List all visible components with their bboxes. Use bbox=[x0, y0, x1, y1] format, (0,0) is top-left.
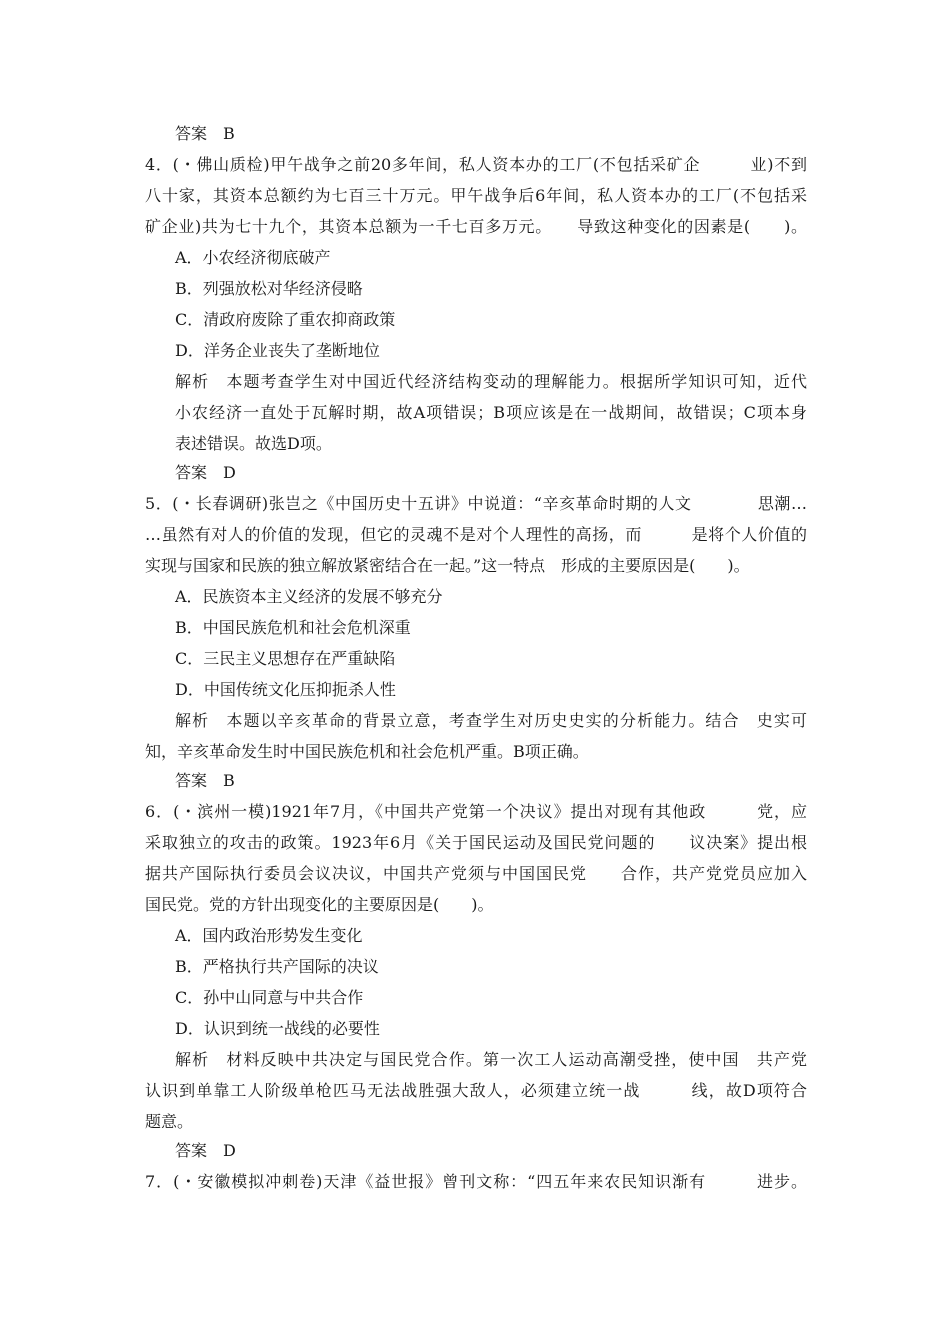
text-line: C．孙中山同意与中共合作 bbox=[175, 988, 364, 1007]
text-line: B．列强放松对华经济侵略 bbox=[175, 279, 363, 298]
text-line: 解析 材料反映中共决定与国民党合作。第一次工人运动高潮受挫，使中国 共产党 bbox=[175, 1050, 807, 1069]
text-line: C．三民主义思想存在严重缺陷 bbox=[175, 649, 396, 668]
text-line: 认识到单靠工人阶级单枪匹马无法战胜强大敌人，必须建立统一战 线，故D项符合 bbox=[145, 1081, 807, 1100]
text-line: 4．(・佛山质检)甲午战争之前20多年间，私人资本办的工厂(不包括采矿企 业)不到 bbox=[145, 155, 807, 174]
text-line: D．中国传统文化压抑扼杀人性 bbox=[175, 680, 396, 699]
text-line: D．认识到统一战线的必要性 bbox=[175, 1019, 380, 1038]
text-line: …虽然有对人的价值的发现，但它的灵魂不是对个人理性的高扬，而 是将个人价值的 bbox=[145, 525, 807, 544]
text-line: 据共产国际执行委员会议决议，中国共产党须与中国国民党 合作，共产党党员应加入 bbox=[145, 864, 807, 883]
text-line: A．国内政治形势发生变化 bbox=[175, 926, 363, 945]
text-line: D．洋务企业丧失了垄断地位 bbox=[175, 341, 380, 360]
text-line: 实现与国家和民族的独立解放紧密结合在一起。”这一特点 形成的主要原因是( )。 bbox=[145, 556, 750, 575]
text-line: 答案 B bbox=[175, 771, 235, 790]
text-line: 答案 B bbox=[175, 124, 235, 143]
text-line: 答案 D bbox=[175, 1141, 236, 1160]
text-line: 解析 本题以辛亥革命的背景立意，考查学生对历史史实的分析能力。结合 史实可 bbox=[175, 711, 807, 730]
text-line: C．清政府废除了重农抑商政策 bbox=[175, 310, 396, 329]
text-line: B．中国民族危机和社会危机深重 bbox=[175, 618, 411, 637]
text-line: 矿企业)共为七十九个，其资本总额为一千七百多万元。 导致这种变化的因素是( )。 bbox=[145, 217, 807, 236]
text-line: 八十家，其资本总额约为七百三十万元。甲午战争后6年间，私人资本办的工厂(不包括采 bbox=[145, 186, 807, 205]
text-line: 小农经济一直处于瓦解时期，故A项错误；B项应该是在一战期间，故错误；C项本身 bbox=[175, 403, 807, 422]
text-line: 解析 本题考查学生对中国近代经济结构变动的理解能力。根据所学知识可知，近代 bbox=[175, 372, 807, 391]
text-line: 表述错误。故选D项。 bbox=[175, 434, 332, 453]
text-line: 采取独立的攻击的政策。1923年6月《关于国民运动及国民党问题的 议决案》提出根 bbox=[145, 833, 807, 852]
text-line: 国民党。党的方针出现变化的主要原因是( )。 bbox=[145, 895, 494, 914]
text-line: A．小农经济彻底破产 bbox=[175, 248, 331, 267]
text-line: 知，辛亥革命发生时中国民族危机和社会危机严重。B项正确。 bbox=[145, 742, 589, 761]
text-line: 答案 D bbox=[175, 463, 236, 482]
text-line: 7．(・安徽模拟冲刺卷)天津《益世报》曾刊文称：“四五年来农民知识渐有 进步。 bbox=[145, 1172, 807, 1191]
text-line: A．民族资本主义经济的发展不够充分 bbox=[175, 587, 443, 606]
text-line: 5．(・长春调研)张岂之《中国历史十五讲》中说道：“辛亥革命时期的人文 思潮… bbox=[145, 494, 807, 513]
text-line: 6．(・滨州一模)1921年7月，《中国共产党第一个决议》提出对现有其他政 党，应 bbox=[145, 802, 807, 821]
text-line: 题意。 bbox=[145, 1112, 194, 1131]
text-line: B．严格执行共产国际的决议 bbox=[175, 957, 379, 976]
